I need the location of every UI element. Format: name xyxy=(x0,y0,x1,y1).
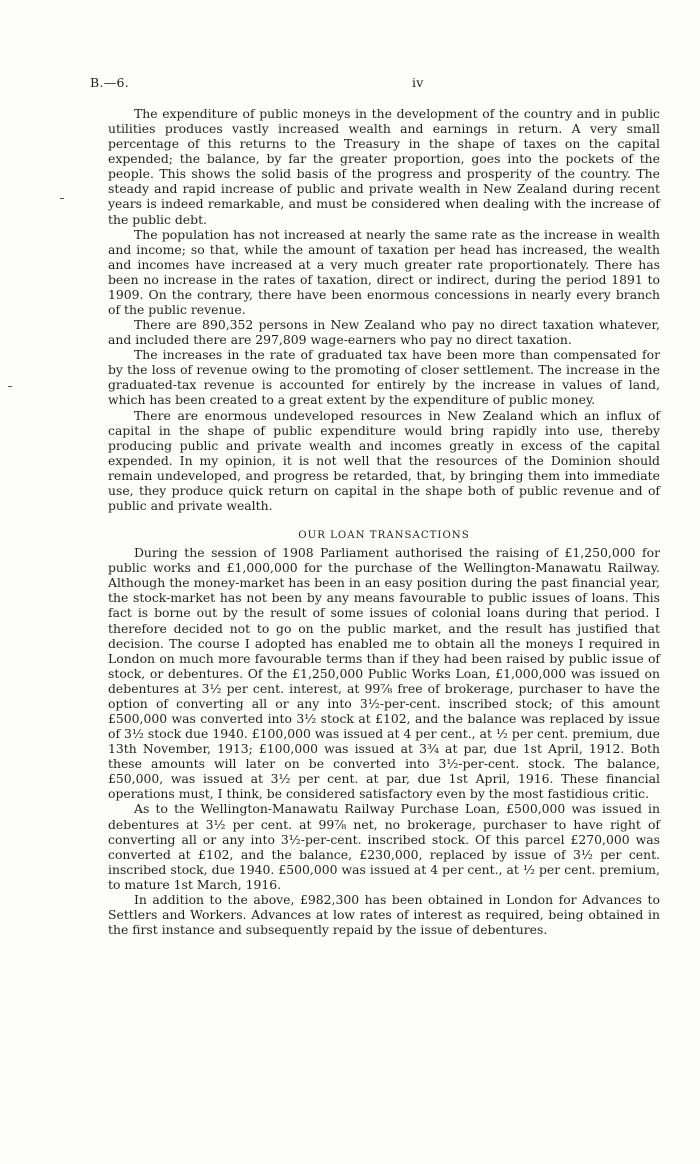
paragraph-undeveloped-resources: There are enormous undeveloped resources in New Zealand which an influx of capital in the shape of public expenditure would bring rapidly into use, thereby producing public and private wealth and incomes greatly in excess of the capital expended. In my opinion, it is not well that the resources of the Dominion should remain undeveloped, and progress be retarded, that, by bringing them into immediate use, they produce quick return on capital in the shape both of public revenue and of public and private wealth. xyxy=(108,407,660,514)
page-header xyxy=(90,75,660,93)
paragraph-railway-loan: As to the Wellington-Manawatu Railway Purchase Loan, £500,000 was issued in debentures at 3½ per cent. at 99⅞ net, no brokerage, purchaser to have right of converting all or any into 3½-per-cent. inscribed stock. Of this parcel £270,000 was converted at £102, and the balance, £230,000, replaced by issue of 3½ per cent. inscribed stock, due 1940. £500,000 was issued at 4 per cent., at ½ per cent. premium, to mature 1st March, 1916. xyxy=(108,801,660,892)
section-heading: OUR LOAN TRANSACTIONS xyxy=(298,530,470,542)
paragraph-graduated-tax: The increases in the rate of graduated tax have been more than compensated for by the loss of revenue owing to the promoting of closer settlement. The increase in the graduated-tax revenue is accounted for entirely by the increase in values of land, which has been created to a great extent by the expenditure of public money. xyxy=(108,347,660,408)
margin-mark xyxy=(8,386,12,387)
margin-mark xyxy=(60,198,64,199)
body-text xyxy=(108,106,660,937)
paragraph-direct-taxation: There are 890,352 persons in New Zealand who pay no direct taxation whatever, and included there are 297,809 wage-earners who pay no direct taxation. xyxy=(108,317,660,348)
paragraph-population: The population has not increased at nearly the same rate as the increase in wealth and income; so that, while the amount of taxation per head has increased, the wealth and incomes have increased at a very much greater rate proportionately. There has been no increase in the rates of taxation, direct or indirect, during the period 1891 to 1909. On the contrary, there have been enormous concessions in nearly every branch of the public revenue. xyxy=(108,226,660,318)
paragraph-loan-session: During the session of 1908 Parliament authorised the raising of £1,250,000 for public works and £1,000,000 for the purchase of the Wellington-Manawatu Railway. Although the money-market has been in an easy position during the past financial year, the stock-market has not been by any means favourable to public issues of loans. This fact is borne out by the result of some issues of colonial loans during that period. I therefore decided not to go on the public market, and the result has justified that decision. The course I adopted has enabled me to obtain all the moneys I required in London on much more favourable terms than if they had been raised by public issue of stock, or debentures. Of the £1,250,000 Public Works Loan, £1,000,000 was issued on debentures at 3½ per cent. interest, at 99⅞ free of brokerage, purchaser to have the option of converting all or any into 3½-per-cent. inscribed stock; of this amount £500,000 was converted into 3½ stock at £102, and the balance was replaced by issue of 3½ stock due 1940. £100,000 was issued at 4 per cent., at ½ per cent. premium, due 13th November, 1913; £100,000 was issued at 3¾ at par, due 1st April, 1912. Both these amounts will later on be converted into 3½-per-cent. stock. The balance, £50,000, was issued at 3½ per cent. at par, due 1st April, 1916. These financial operations must, I think, be considered satisfactory even by the most fastidious critic. xyxy=(108,545,660,802)
paragraph-advances: In addition to the above, £982,300 has been obtained in London for Advances to Settlers and Workers. Advances at low rates of interest as required, being obtained in the first instance and subsequently repaid by the issue of debentures. xyxy=(108,891,660,938)
document-reference: B.—6. xyxy=(90,75,130,90)
paragraph-public-expenditure: The expenditure of public moneys in the development of the country and in public utilities produces vastly increased wealth and earnings in return. A very small percentage of this returns to the Treasury in the shape of taxes on the capital expended; the balance, by far the greater proportion, goes into the pockets of the people. This shows the solid basis of the progress and prosperity of the country. The steady and rapid increase of public and private wealth in New Zealand during recent years is indeed remarkable, and must be considered when dealing with the increase of the public debt. xyxy=(108,106,660,227)
page-number: iv xyxy=(412,75,424,90)
